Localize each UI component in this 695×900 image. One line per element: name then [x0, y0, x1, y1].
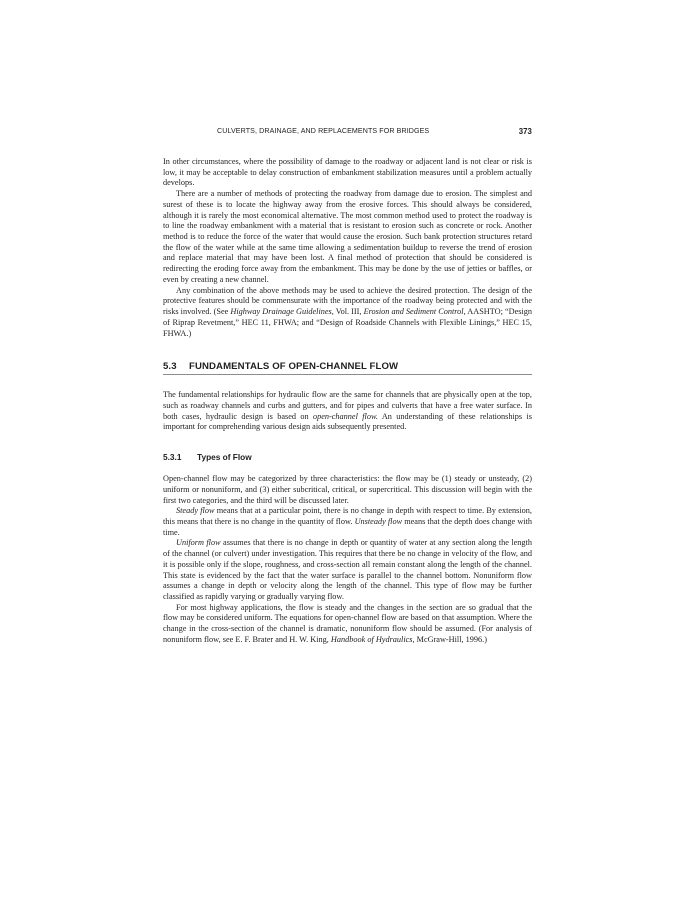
- paragraph-embankment-stabilization: In other circumstances, where the possibility of damage to the roadway or adjacent land is not clear or risk is low, it may be acceptable to delay construction of embankment stabilization measures until a problem actually develops.: [163, 157, 532, 188]
- running-title: CULVERTS, DRAINAGE, AND REPLACEMENTS FOR BRIDGES: [217, 127, 430, 135]
- paragraph-flow-categories: Open-channel flow may be categorized by three characteristics: the flow may be (1) steady or unsteady, (2) uniform or nonuniform, and (3) either subcritical, critical, or supercritical. This discussion will begin with the first two categories, and the third will be discussed later.: [163, 474, 532, 505]
- term-steady-flow: Steady flow: [176, 506, 215, 516]
- term-uniform-flow: Uniform flow: [176, 538, 221, 548]
- paragraph-fundamental-relationships: The fundamental relationships for hydraulic flow are the same for channels that are physically open at the top, such as roadway channels and curbs and gutters, and for pipes and culverts that have a free water surface. In both cases, hydraulic design is based on open-channel flow. An understanding of these relationships is important for comprehending various design aids subsequently presented.: [163, 390, 532, 432]
- page-number: 373: [518, 126, 532, 136]
- reference-highway-drainage-guidelines: Highway Drainage Guidelines,: [230, 307, 334, 317]
- subsection-number: 5.3.1: [163, 452, 182, 463]
- paragraph-highway-applications: For most highway applications, the flow is steady and the changes in the section are so gradual that the flow may be considered uniform. The equations for open-channel flow are based on that assumption. Where the change in the cross-section of the channel is dramatic, nonuniform flow should be assumed. (For analysis of nonuniform flow, see E. F. Brater and H. W. King, Handbook of Hydraulics, McGraw-Hill, 1996.): [163, 602, 532, 644]
- paragraph-uniform-flow: Uniform flow assumes that there is no change in depth or quantity of water at any section along the length of the channel (or culvert) under investigation. This requires that there be no change in velocity of the flow, and it is possible only if the slope, roughness, and cross-section all remain constant along the length of the channel. This state is evidenced by the fact that the water surface is parallel to the channel bottom. Nonuniform flow assumes a change in depth or velocity along the length of the channel. This type of flow may be further classified as rapidly varying or gradually varying flow.: [163, 538, 532, 601]
- section-number: 5.3: [163, 361, 177, 373]
- term-unsteady-flow: Unsteady flow: [354, 516, 403, 526]
- running-header: [163, 127, 532, 139]
- section-title: FUNDAMENTALS OF OPEN-CHANNEL FLOW: [189, 361, 399, 373]
- paragraph-steady-flow: Steady flow means that at a particular point, there is no change in depth with respect to time. By extension, this means that there is no change in the quantity of flow. Unsteady flow means that the depth does change with time.: [163, 506, 532, 537]
- term-open-channel-flow: open-channel flow.: [312, 411, 378, 421]
- paragraph-combination-references: Any combination of the above methods may be used to achieve the desired protection. The design of the protective features should be commensurate with the importance of the roadway being protected and with the risks involved. (See Highway Drainage Guidelines, Vol. III, Erosion and Sediment Control, AASHTO; “Design of Riprap Revetment,” HEC 11, FHWA; and “Design of Roadside Channels with Flexible Linings,” HEC 15, FHWA.): [163, 285, 533, 338]
- subsection-heading: [163, 452, 532, 462]
- reference-handbook-of-hydraulics: Handbook of Hydraulics,: [330, 634, 415, 644]
- reference-erosion-sediment-control: Erosion and Sediment Control,: [363, 307, 466, 317]
- subsection-title: Types of Flow: [197, 452, 252, 463]
- book-page: [163, 127, 532, 646]
- paragraph-protection-methods: There are a number of methods of protecting the roadway from damage due to erosion. The simplest and surest of these is to locate the highway away from the erosive forces. This should always be considered, although it is rarely the most economical alternative. The most common method used to protect the roadway is to line the roadway embankment with a material that is resistant to erosion such as concrete or rock. Another method is to reduce the force of the water that would cause the erosion. Such bank protection structures retard the flow of the water while at the same time allowing a sedimentation buildup to reverse the trend of erosion and replace material that may have been lost. A final method of protection that should be considered is redirecting the eroding force away from the embankment. This may be done by the use of jetties or baffles, or even by creating a new channel.: [163, 189, 532, 284]
- section-heading: [163, 361, 532, 375]
